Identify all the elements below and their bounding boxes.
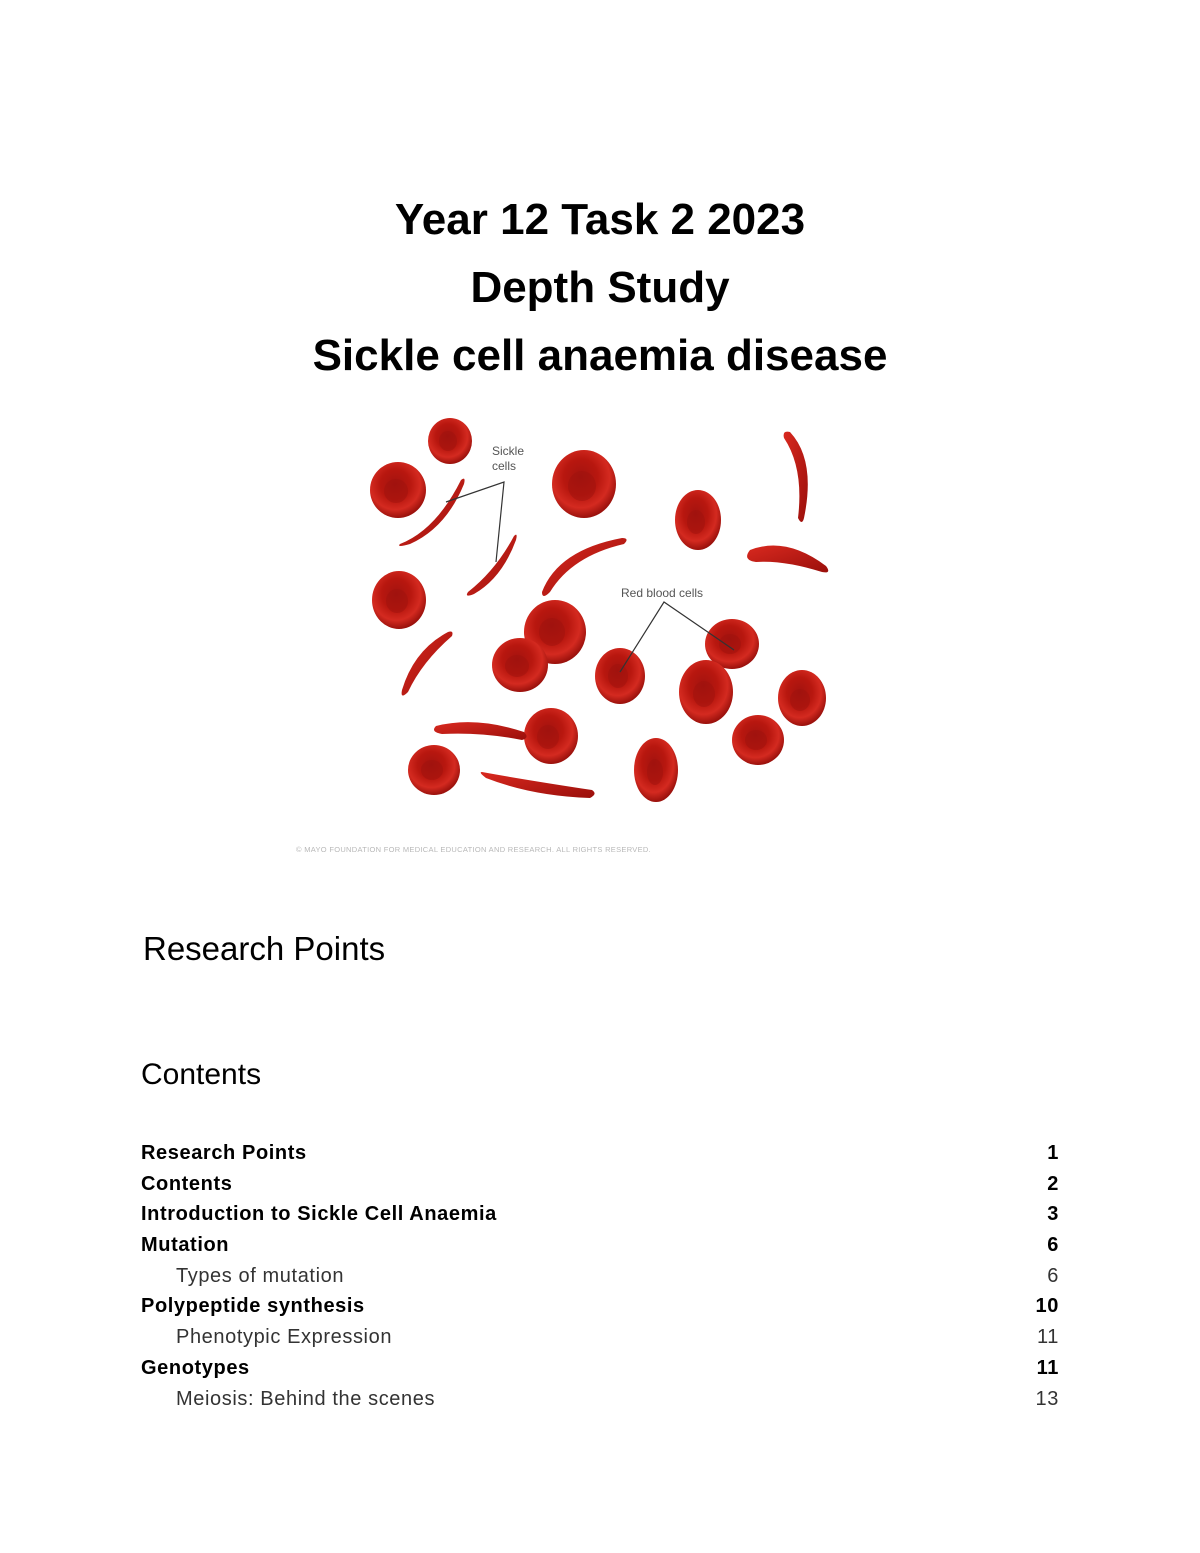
toc-entry-page: 10 [1035, 1295, 1059, 1318]
toc-entry-label: Mutation [141, 1234, 230, 1257]
toc-entry-label: Contents [141, 1172, 233, 1195]
toc-entry[interactable] [141, 1138, 1059, 1169]
label-sickle-cells [492, 444, 524, 474]
toc-entry-page: 1 [1047, 1142, 1059, 1164]
rbc-cell [675, 490, 721, 550]
toc-entry[interactable] [141, 1353, 1059, 1384]
title-line-3: Sickle cell anaemia disease [312, 331, 888, 380]
toc-entry-label: Genotypes [141, 1356, 250, 1379]
title-line-2: Depth Study [470, 263, 730, 312]
rbc-cell [408, 745, 460, 795]
toc-subentry-label: Phenotypic Expression [176, 1326, 393, 1349]
rbc-cell [372, 571, 426, 629]
sickle-cell [481, 772, 595, 798]
toc-entry-page: 6 [1047, 1234, 1059, 1257]
toc-entry[interactable] [141, 1230, 1059, 1261]
rbc-cell [732, 715, 784, 765]
toc-entry-label: Research Points [141, 1142, 307, 1164]
contents-heading: Contents [141, 1058, 262, 1091]
toc-subentry-page: 11 [1037, 1326, 1059, 1349]
rbc-cell [778, 670, 826, 726]
toc-entry-label: Introduction to Sickle Cell Anaemia [141, 1203, 497, 1226]
sickle-cell [402, 632, 453, 696]
sickle-cell-illustration [296, 410, 856, 860]
sickle-cell [542, 538, 627, 596]
sickle-cell [434, 722, 527, 740]
rbc-cell [634, 738, 678, 802]
document-title [0, 186, 1200, 390]
toc-entry-page: 11 [1036, 1356, 1059, 1379]
toc-entry[interactable] [141, 1169, 1059, 1200]
toc-entry-page: 3 [1047, 1203, 1059, 1226]
rbc-cell [428, 418, 472, 464]
sickle-cell [467, 535, 517, 596]
rbc-cell [595, 648, 645, 704]
rbc-cell [370, 462, 426, 518]
table-of-contents [141, 1138, 1059, 1414]
title-line-1: Year 12 Task 2 2023 [394, 195, 806, 244]
sickle-cell [747, 546, 828, 573]
toc-subentry-label: Types of mutation [176, 1264, 345, 1287]
rbc-cell [524, 708, 578, 764]
toc-subentry[interactable] [141, 1322, 1059, 1353]
blood-cells-svg [296, 410, 856, 840]
toc-entry[interactable] [141, 1199, 1059, 1230]
label-sickle-line2: cells [492, 459, 517, 473]
toc-subentry-page: 6 [1047, 1264, 1059, 1287]
toc-subentry-page: 13 [1035, 1387, 1059, 1410]
research-points-heading: Research Points [143, 930, 386, 967]
toc-subentry[interactable] [141, 1384, 1059, 1415]
rbc-cell [679, 660, 733, 724]
label-sickle-line1: Sickle [492, 444, 525, 458]
toc-entry-page: 2 [1047, 1172, 1059, 1195]
sickle-cell [784, 432, 808, 522]
label-red-blood-cells: Red blood cells [621, 586, 704, 600]
red-blood-cells [370, 418, 826, 802]
rbc-cell [552, 450, 616, 518]
toc-subentry[interactable] [141, 1261, 1059, 1292]
image-credit: © MAYO FOUNDATION FOR MEDICAL EDUCATION AND RESEARCH. ALL RIGHTS RESERVED. [296, 845, 651, 854]
rbc-cell [492, 638, 548, 692]
toc-entry-label: Polypeptide synthesis [141, 1295, 365, 1318]
toc-entry[interactable] [141, 1291, 1059, 1322]
toc-subentry-label: Meiosis: Behind the scenes [176, 1387, 436, 1410]
